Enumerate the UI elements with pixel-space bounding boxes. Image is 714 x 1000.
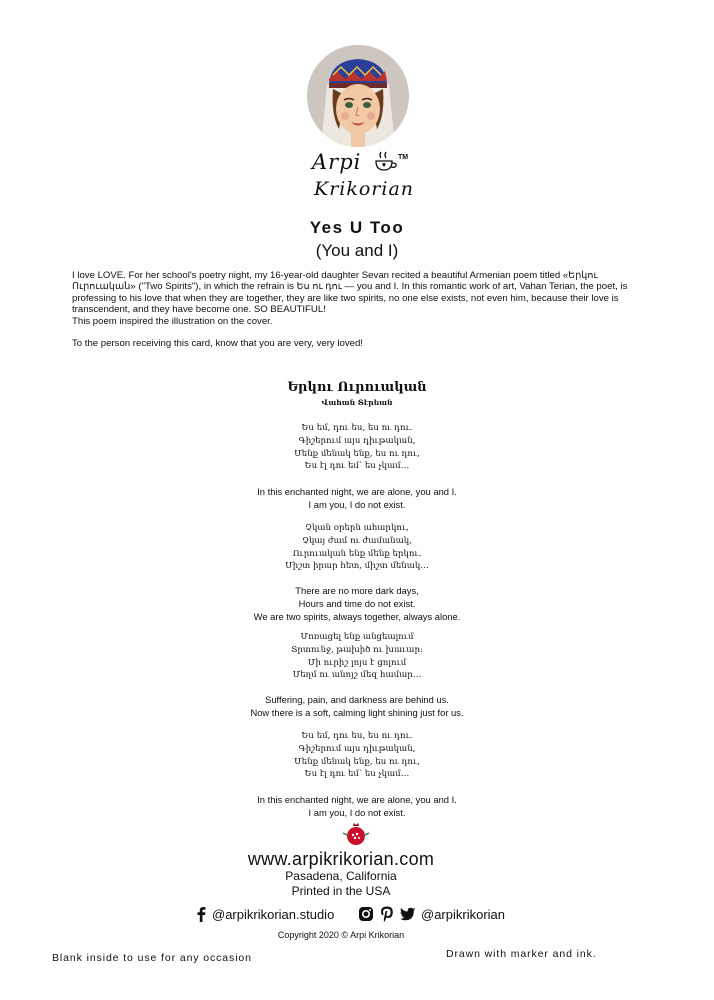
social-links xyxy=(358,905,505,923)
social-handle: @arpikrikorian xyxy=(421,906,505,922)
printed-in-text: Printed in the USA xyxy=(291,884,391,898)
facebook-link[interactable] xyxy=(193,905,334,923)
poem-line: In this enchanted night, we are alone, you and I. xyxy=(257,794,457,805)
poem-line: Suffering, pain, and darkness are behind us. xyxy=(265,694,449,705)
poem-line: Ես էլ դու եմ՝ ես չկամ… xyxy=(304,461,410,472)
pomegranate-icon xyxy=(343,823,369,847)
intro-text xyxy=(72,270,662,349)
poem-stanza-armenian-4 xyxy=(0,730,714,781)
poem-author: Վահան Տէրեան xyxy=(321,398,393,407)
poem-line: Մենք մենակ ենք, ես ու դու, xyxy=(294,756,420,767)
poem-line: We are two spirits, always together, always alone. xyxy=(253,610,461,622)
avatar-illustration xyxy=(307,45,409,147)
poem-line: Գիշերում այս դիւթական, xyxy=(298,435,416,446)
poem-line: Մի ուրիշ լոյս է ցոլում xyxy=(307,657,407,668)
poem-line: Տրտունջ, թախիծ ու խաւար: xyxy=(291,644,423,655)
poem-line: Ես եմ, դու ես, ես ու դու. xyxy=(301,731,413,741)
poem-line: Ուրուական ենք մենք երկու. xyxy=(292,548,422,559)
logo-name-first: Arpi xyxy=(312,150,362,174)
location-text: Pasadena, California xyxy=(285,869,397,883)
trademark-symbol: TM xyxy=(398,154,409,161)
drawn-with-note: Drawn with marker and ink. xyxy=(446,948,597,960)
intro-paragraph-2: This poem inspired the illustration on the cover. xyxy=(72,315,273,327)
blank-inside-note: Blank inside to use for any occasion xyxy=(52,952,252,964)
facebook-handle: @arpikrikorian.studio xyxy=(212,906,335,922)
brand-logo xyxy=(300,150,420,210)
poem-title: Երկու Ուրուական xyxy=(287,380,427,395)
poem-line: Մոռացել ենք անցեալում xyxy=(300,632,414,642)
artist-avatar xyxy=(307,45,409,147)
poem-stanza-english-2 xyxy=(0,585,714,623)
copyright-text: Copyright 2020 © Arpi Krikorian xyxy=(277,930,405,940)
poem-line: Now there is a soft, calming light shining just for us. xyxy=(250,706,464,718)
poem-stanza-english-3 xyxy=(0,694,714,720)
intro-paragraph-3: To the person receiving this card, know that you are very, very loved! xyxy=(72,338,363,350)
card-subtitle: (You and I) xyxy=(315,241,399,260)
poem-line: Ես էլ դու եմ՝ ես չկամ… xyxy=(304,769,410,780)
logo-name-last: Krikorian xyxy=(314,178,415,200)
poem-line: I am you, I do not exist. xyxy=(308,498,406,510)
poem-line: Մենք մենակ ենք, ես ու դու, xyxy=(294,448,420,459)
poem-line: Գիշերում այս դիւթական, xyxy=(298,743,416,754)
poem-line: Ես եմ, դու ես, ես ու դու. xyxy=(301,423,413,433)
poem-stanza-armenian-2 xyxy=(0,522,714,573)
poem-stanza-english-4 xyxy=(0,794,714,820)
facebook-icon xyxy=(193,906,209,922)
poem-line: Մեղմ ու անոյշ մեզ համար… xyxy=(292,670,422,681)
website-link[interactable]: www.arpikrikorian.com xyxy=(247,849,435,869)
poem-line: I am you, I do not exist. xyxy=(308,806,406,818)
card-title: Yes U Too xyxy=(309,218,405,237)
poem-line: Միշտ իրար հետ, միշտ մենակ… xyxy=(285,561,429,572)
poem-line: Չկայ ժամ ու ժամանակ, xyxy=(302,535,412,546)
twitter-icon[interactable] xyxy=(400,906,416,922)
pinterest-icon[interactable] xyxy=(379,906,395,922)
poem-line: There are no more dark days, xyxy=(295,585,419,596)
poem-stanza-armenian-1 xyxy=(0,422,714,473)
poem-line: Չկան օրերն ահարկու, xyxy=(305,523,409,533)
poem-line: Hours and time do not exist. xyxy=(298,597,416,609)
instagram-icon[interactable] xyxy=(358,906,374,922)
poem-line: In this enchanted night, we are alone, you and I. xyxy=(257,486,457,497)
poem-stanza-english-1 xyxy=(0,486,714,512)
poem-stanza-armenian-3 xyxy=(0,631,714,682)
coffee-cup-icon xyxy=(372,150,400,174)
intro-paragraph-1: I love LOVE. For her school's poetry night, my 16-year-old daughter Sevan recited a beautiful Armenian poem titled «Երկու Ուրուական» ("Two Spirits"), in which the refrain is Ես ու դու — you and I. In this romantic work of art, Vahan Terian, the poet, is professing to his love that when they are together, they are like two spirits, no one else exists, not even him, because their love is transcendent, and they have become one. SO BEAUTIFUL! xyxy=(72,270,628,316)
